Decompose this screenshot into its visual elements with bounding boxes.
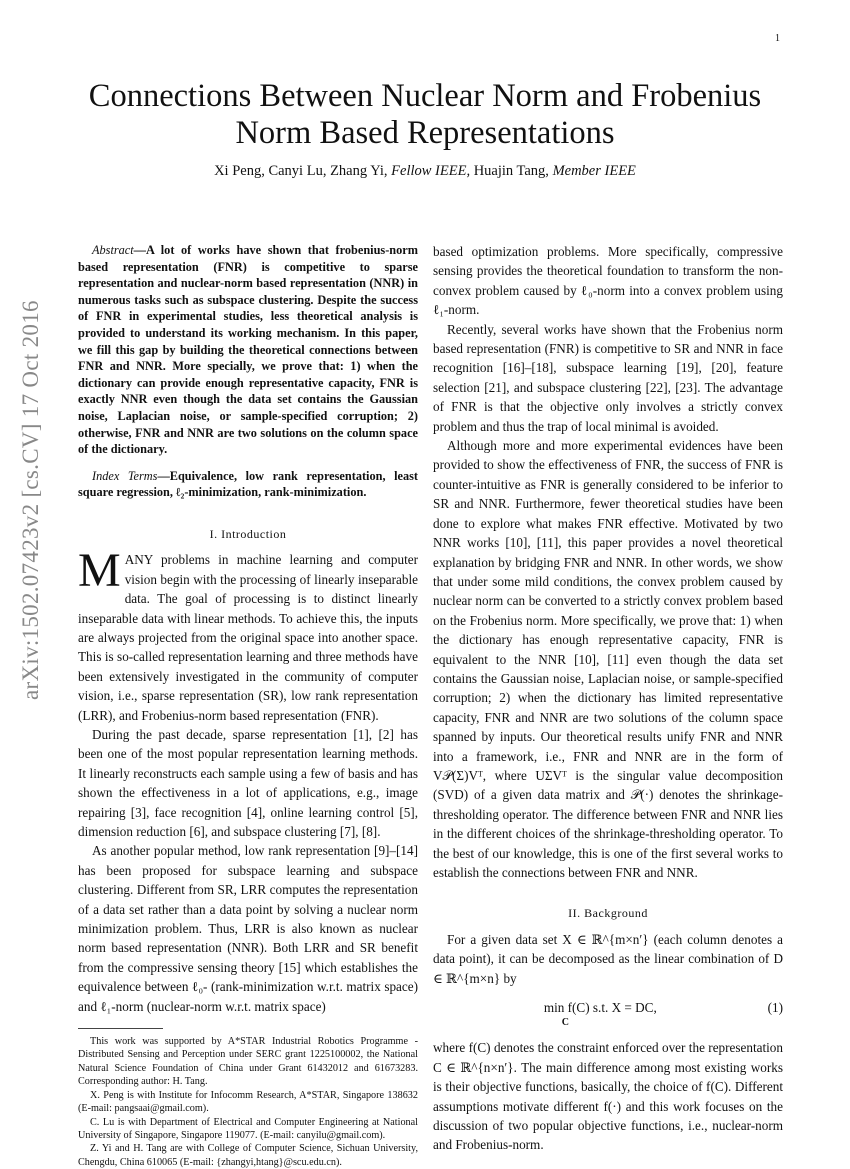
authors: [0, 163, 850, 180]
intro-paragraph-5: Although more and more experimental evidences have been provided to show the effectiveness of FNR, the success of FNR is counter-intuitive as FNR is generally considered to be inferior to SR and NNR. Furthermore, fewer theoretical studies have been done to explore what makes FNR effective. Motivated by two NNR works [10], [11], this paper provides a novel theoretical explanation by bridging FNR and NNR. In other words, we show that under some mild conditions, the convex problem caused by nuclear norm can be converted to a strictly convex problem based on the Frobenius norm. More specifically, we prove that: 1) when the dictionary has enough representative capacity, FNR is equivalent to the NNR [10], [11] even though the data set contains the Gaussian noise, Laplacian noise, or sample-specified corruption; 2) when the dictionary has limited representative capacity, FNR and NNR are two solutions of the column space spanned by inputs. Our theoretical results unify FNR and NNR into a framework, i.e., FNR and NNR are in the form of V𝒫(Σ)Vᵀ, where UΣVᵀ is the singular value decomposition (SVD) of a given data matrix and 𝒫(·) denotes the shrinkage-thresholding operator. The difference between FNR and NNR lies in the different choices of the shrinkage-thresholding operator. To the best of our knowledge, this is one of the first several works to establish the connections between FNR and NNR.: [433, 438, 783, 880]
intro-paragraph-1: [78, 544, 418, 725]
background-paragraph-1: For a given data set X ∈ ℝ^{m×n′} (each column denotes a data point), it can be decomposed as the linear combination of D ∈ ℝ^{m×n} by: [433, 931, 783, 986]
intro-paragraph-1-text: ANY problems in machine learning and computer vision begin with the processing of linearly inseparable data. The goal of processing is to distinct linearly inseparable data with linear methods. To achieve this, the inputs are always projected from the original space into another space. This is so-called representation learning and three methods have been extensively investigated in the community of computer vision, i.e., sparse representation (SR), low rank representation (LRR), and Frobenius-norm based representation (FNR).: [78, 552, 418, 723]
drop-cap: M: [78, 544, 121, 598]
abstract: [78, 242, 418, 458]
paper-title: [0, 78, 850, 152]
footnote-rule: [78, 1028, 163, 1029]
title-line-2: Norm Based Representations: [235, 115, 615, 151]
author-fellow: Fellow IEEE,: [391, 163, 471, 179]
equation-body: min f(C) s.t. X = DC,: [543, 1000, 657, 1016]
page-number: 1: [775, 33, 780, 44]
equation-number: (1): [767, 1000, 783, 1016]
left-column: [78, 242, 418, 1169]
author-tang: Huajin Tang,: [470, 163, 553, 179]
equation-1: [433, 998, 783, 1028]
equation-content: [433, 998, 768, 1028]
footnote-funding: This work was supported by A*STAR Industrial Robotics Programme - Distributed Sensing and Perception under SERC grant 1225100002, the National Natural Science Foundation of China under Grant 61432012 and 61673283. Corresponding author: H. Tang.: [78, 1036, 418, 1088]
background-paragraph-2: where f(C) denotes the constraint enforced over the representation C ∈ ℝ^{n×n′}. The main difference among most existing works is their objective functions, basically, the choice of f(C). Different assumptions motivate different f(·) and this work focuses on the discussion of two popular objective functions, i.e., nuclear-norm and Frobenius-norm.: [433, 1040, 783, 1153]
intro-paragraph-continued: based optimization problems. More specifically, compressive sensing provides the theoretical foundation to transform the non-convex problem caused by ℓ₀-norm into a convex problem using ℓ₁-norm.: [433, 244, 783, 318]
section-heading-background: II. Background: [568, 906, 648, 921]
index-terms-text: —Equivalence, low rank representation, least square regression, ℓ₂-minimization, rank-minimization.: [78, 468, 418, 500]
author-names: Xi Peng, Canyi Lu, Zhang Yi,: [214, 163, 392, 179]
abstract-text: —A lot of works have shown that frobenius-norm based representation (FNR) is competitive to sparse representation and nuclear-norm based representation (NNR) in numerous tasks such as subspace clustering. Despite the success of FNR in experimental studies, less theoretical analysis is provided to understand its working mechanism. In this paper, we fill this gap by building the theoretical connections between FNR and NNR. More specially, we prove that: 1) when the dictionary can provide enough representative capacity, FNR is exactly NNR even though the data set contains the Gaussian noise, Laplacian noise, or sample-specified corruption; 2) otherwise, FNR and NNR are two solutions on the column space of the dictionary.: [78, 243, 418, 457]
footnote-yi-tang: Z. Yi and H. Tang are with College of Computer Science, Sichuan University, Chengdu, China 610065 (E-mail: {zhangyi,htang}@scu.edu.cn).: [78, 1143, 418, 1168]
right-column: [433, 242, 783, 1155]
arxiv-identifier[interactable]: arXiv:1502.07423v2 [cs.CV] 17 Oct 2016: [18, 300, 43, 700]
intro-paragraph-3: As another popular method, low rank representation [9]–[14] has been proposed for subspace learning and subspace clustering. Different from SR, LRR computes the representation of a data set rather than a data point by solving a nuclear norm minimization problem. Thus, LRR is also known as nuclear norm based representation (NNR). Both LRR and SR benefit from the compressive sensing theory [15] which establishes the equivalence between ℓ₀- (rank-minimization w.r.t. matrix space) and ℓ₁-norm (nuclear-norm w.r.t. matrix space): [78, 843, 418, 1014]
intro-paragraph-4: Recently, several works have shown that the Frobenius norm based representation (FNR) is competitive to SR and NNR in face recognition [16]–[18], subspace learning [19], [20], feature selection [21], and subspace clustering [22], [23]. The advantage of FNR is that the objective only involves a strictly convex problem and thus the trap of local minimal is avoided.: [433, 321, 783, 434]
footnotes: [78, 1035, 418, 1169]
equation-subscript: C: [561, 1017, 569, 1029]
author-member: Member IEEE: [552, 163, 636, 179]
footnote-peng: X. Peng is with Institute for Infocomm Research, A*STAR, Singapore 138632 (E-mail: pangsaai@gmail.com).: [78, 1089, 418, 1115]
index-terms: [78, 468, 418, 501]
title-line-1: Connections Between Nuclear Norm and Frobenius: [88, 78, 762, 114]
index-terms-label: Index Terms: [92, 468, 158, 483]
intro-paragraph-2: During the past decade, sparse representation [1], [2] has been one of the most popular representation learning methods. It linearly reconstructs each sample using a few of basis and has shown the effectiveness in a lot of applications, e.g., image repairing [3], face recognition [4], online learning control [5], dimension reduction [6], and subspace clustering [7], [8].: [78, 726, 418, 839]
abstract-label: Abstract: [92, 243, 134, 257]
footnote-lu: C. Lu is with Department of Electrical and Computer Engineering at National University of Singapore, Singapore 119077. (E-mail: canyilu@gmail.com).: [78, 1116, 418, 1141]
section-heading-introduction: I. Introduction: [209, 526, 287, 541]
